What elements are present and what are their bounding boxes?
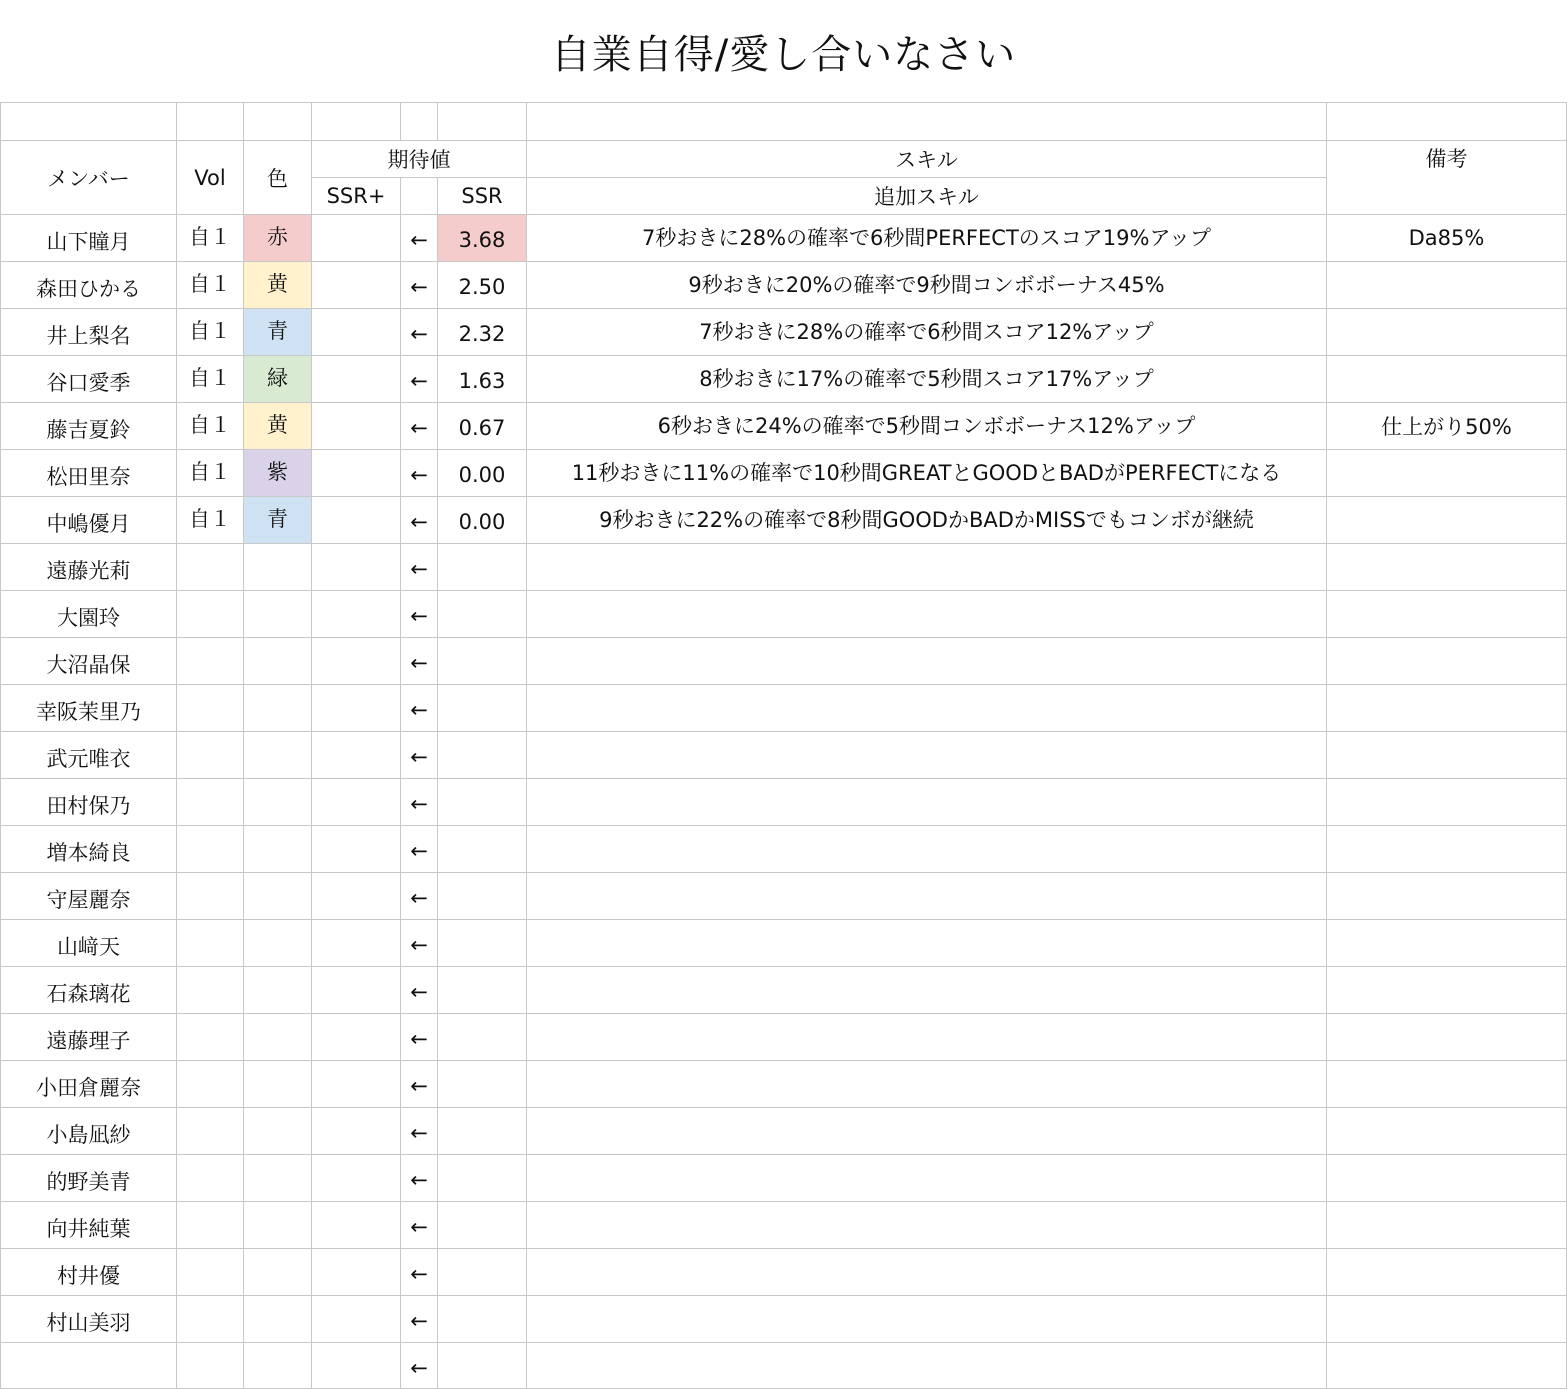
color-cell[interactable] [244, 826, 312, 873]
member-name-cell[interactable]: 守屋麗奈 [1, 873, 177, 920]
header-vol[interactable]: Vol [177, 141, 244, 215]
vol-cell[interactable] [177, 1249, 244, 1296]
note-cell[interactable] [1327, 826, 1567, 873]
ssr-plus-cell[interactable] [312, 1202, 401, 1249]
ssr-cell[interactable] [438, 873, 527, 920]
arrow-cell[interactable]: ← [401, 309, 438, 356]
table-row [1, 1108, 1567, 1155]
vol-cell[interactable] [177, 1202, 244, 1249]
vol-cell[interactable]: 自１ [177, 262, 244, 309]
vol-cell[interactable] [177, 873, 244, 920]
ssr-plus-cell[interactable] [312, 1249, 401, 1296]
skill-cell[interactable]: 7秒おきに28%の確率で6秒間スコア12%アップ [527, 309, 1327, 356]
data-table [0, 102, 1567, 1389]
member-name-cell[interactable]: 山﨑天 [1, 920, 177, 967]
header-ssr-plus[interactable]: SSR+ [312, 178, 401, 215]
vol-cell[interactable] [177, 1061, 244, 1108]
arrow-cell[interactable]: ← [401, 1343, 438, 1389]
ssr-cell[interactable] [438, 1202, 527, 1249]
color-cell[interactable] [244, 591, 312, 638]
table-row [1, 1155, 1567, 1202]
member-name-cell[interactable]: 幸阪茉里乃 [1, 685, 177, 732]
skill-cell[interactable] [527, 873, 1327, 920]
arrow-cell[interactable]: ← [401, 450, 438, 497]
ssr-plus-cell[interactable] [312, 967, 401, 1014]
color-cell[interactable] [244, 732, 312, 779]
vol-cell[interactable] [177, 1343, 244, 1389]
vol-cell[interactable]: 自１ [177, 215, 244, 262]
table-row [1, 1296, 1567, 1343]
ssr-plus-cell[interactable] [312, 826, 401, 873]
vol-cell[interactable]: 自１ [177, 309, 244, 356]
skill-cell[interactable]: 6秒おきに24%の確率で5秒間コンボボーナス12%アップ [527, 403, 1327, 450]
skill-cell[interactable] [527, 685, 1327, 732]
ssr-plus-cell[interactable] [312, 779, 401, 826]
cell[interactable] [401, 103, 438, 141]
arrow-cell[interactable]: ← [401, 685, 438, 732]
vol-cell[interactable]: 自１ [177, 497, 244, 544]
note-cell[interactable] [1327, 1343, 1567, 1389]
color-cell[interactable] [244, 779, 312, 826]
cell[interactable] [244, 103, 312, 141]
ssr-plus-cell[interactable] [312, 732, 401, 779]
ssr-plus-cell[interactable] [312, 1061, 401, 1108]
member-name-cell[interactable] [1, 1343, 177, 1389]
ssr-cell[interactable] [438, 1014, 527, 1061]
ssr-plus-cell[interactable] [312, 873, 401, 920]
ssr-plus-cell[interactable] [312, 497, 401, 544]
note-cell[interactable] [1327, 1108, 1567, 1155]
note-cell[interactable] [1327, 450, 1567, 497]
arrow-cell[interactable]: ← [401, 779, 438, 826]
skill-cell[interactable]: 9秒おきに22%の確率で8秒間GOODかBADかMISSでもコンボが継続 [527, 497, 1327, 544]
member-name-cell[interactable]: 武元唯衣 [1, 732, 177, 779]
member-name-cell[interactable]: 森田ひかる [1, 262, 177, 309]
ssr-cell[interactable] [438, 1155, 527, 1202]
arrow-cell[interactable]: ← [401, 638, 438, 685]
cell[interactable] [1327, 103, 1567, 141]
arrow-cell[interactable]: ← [401, 356, 438, 403]
table-row [1, 1014, 1567, 1061]
note-cell[interactable] [1327, 1249, 1567, 1296]
note-cell[interactable] [1327, 356, 1567, 403]
ssr-plus-cell[interactable] [312, 356, 401, 403]
note-cell[interactable] [1327, 591, 1567, 638]
color-cell[interactable] [244, 544, 312, 591]
skill-cell[interactable] [527, 638, 1327, 685]
ssr-plus-cell[interactable] [312, 215, 401, 262]
header-expected[interactable]: 期待値 [312, 141, 527, 178]
cell[interactable] [527, 103, 1327, 141]
skill-cell[interactable] [527, 1061, 1327, 1108]
member-name-cell[interactable]: 井上梨名 [1, 309, 177, 356]
color-cell[interactable] [244, 1296, 312, 1343]
member-name-cell[interactable]: 大園玲 [1, 591, 177, 638]
color-cell[interactable] [244, 1249, 312, 1296]
vol-cell[interactable] [177, 685, 244, 732]
note-cell[interactable] [1327, 685, 1567, 732]
ssr-plus-cell[interactable] [312, 685, 401, 732]
header-skill[interactable]: スキル [527, 141, 1327, 178]
skill-cell[interactable] [527, 732, 1327, 779]
ssr-cell[interactable]: 0.67 [438, 403, 527, 450]
member-name-cell[interactable]: 松田里奈 [1, 450, 177, 497]
ssr-plus-cell[interactable] [312, 1108, 401, 1155]
vol-cell[interactable] [177, 920, 244, 967]
ssr-cell[interactable] [438, 1343, 527, 1389]
vol-cell[interactable] [177, 1108, 244, 1155]
color-cell[interactable] [244, 685, 312, 732]
skill-cell[interactable] [527, 1249, 1327, 1296]
table-row [1, 920, 1567, 967]
member-name-cell[interactable]: 中嶋優月 [1, 497, 177, 544]
member-name-cell[interactable]: 遠藤理子 [1, 1014, 177, 1061]
ssr-cell[interactable] [438, 1296, 527, 1343]
ssr-plus-cell[interactable] [312, 920, 401, 967]
ssr-plus-cell[interactable] [312, 1155, 401, 1202]
ssr-cell[interactable] [438, 591, 527, 638]
skill-cell[interactable] [527, 591, 1327, 638]
ssr-cell[interactable] [438, 779, 527, 826]
skill-cell[interactable]: 7秒おきに28%の確率で6秒間PERFECTのスコア19%アップ [527, 215, 1327, 262]
color-cell[interactable]: 黄 [244, 403, 312, 450]
vol-cell[interactable] [177, 638, 244, 685]
member-name-cell[interactable]: 村井優 [1, 1249, 177, 1296]
skill-cell[interactable] [527, 1108, 1327, 1155]
note-cell[interactable] [1327, 1061, 1567, 1108]
arrow-cell[interactable]: ← [401, 215, 438, 262]
member-name-cell[interactable]: 向井純葉 [1, 1202, 177, 1249]
vol-cell[interactable] [177, 779, 244, 826]
table-row [1, 1249, 1567, 1296]
cell[interactable] [1, 103, 177, 141]
arrow-cell[interactable]: ← [401, 403, 438, 450]
skill-cell[interactable]: 9秒おきに20%の確率で9秒間コンボボーナス45% [527, 262, 1327, 309]
table-row [1, 1061, 1567, 1108]
ssr-cell[interactable] [438, 920, 527, 967]
member-name-cell[interactable]: 的野美青 [1, 1155, 177, 1202]
member-name-cell[interactable]: 村山美羽 [1, 1296, 177, 1343]
skill-cell[interactable] [527, 967, 1327, 1014]
ssr-cell[interactable] [438, 732, 527, 779]
table-row [1, 638, 1567, 685]
table-row [1, 1202, 1567, 1249]
color-cell[interactable] [244, 873, 312, 920]
table-row [1, 497, 1567, 544]
vol-cell[interactable]: 自１ [177, 403, 244, 450]
arrow-cell[interactable]: ← [401, 967, 438, 1014]
color-cell[interactable] [244, 1061, 312, 1108]
color-cell[interactable] [244, 967, 312, 1014]
table-row [1, 873, 1567, 920]
vol-cell[interactable] [177, 1014, 244, 1061]
arrow-cell[interactable]: ← [401, 826, 438, 873]
ssr-plus-cell[interactable] [312, 1343, 401, 1389]
color-cell[interactable]: 紫 [244, 450, 312, 497]
vol-cell[interactable] [177, 1296, 244, 1343]
table-row [1, 450, 1567, 497]
table-row [1, 544, 1567, 591]
vol-cell[interactable] [177, 826, 244, 873]
color-cell[interactable] [244, 1108, 312, 1155]
note-cell[interactable] [1327, 967, 1567, 1014]
arrow-cell[interactable]: ← [401, 262, 438, 309]
skill-cell[interactable] [527, 1296, 1327, 1343]
vol-cell[interactable] [177, 544, 244, 591]
arrow-cell[interactable]: ← [401, 544, 438, 591]
header-ssr[interactable]: SSR [438, 178, 527, 215]
note-cell[interactable] [1327, 544, 1567, 591]
ssr-cell[interactable] [438, 967, 527, 1014]
skill-cell[interactable] [527, 1014, 1327, 1061]
member-name-cell[interactable]: 山下瞳月 [1, 215, 177, 262]
table-row [1, 1343, 1567, 1389]
arrow-cell[interactable]: ← [401, 732, 438, 779]
note-cell[interactable] [1327, 1202, 1567, 1249]
ssr-plus-cell[interactable] [312, 450, 401, 497]
table-row [1, 215, 1567, 262]
ssr-cell[interactable]: 2.32 [438, 309, 527, 356]
note-cell[interactable] [1327, 309, 1567, 356]
ssr-cell[interactable] [438, 826, 527, 873]
color-cell[interactable]: 緑 [244, 356, 312, 403]
header-note[interactable]: 備考 [1327, 141, 1567, 215]
member-name-cell[interactable]: 小島凪紗 [1, 1108, 177, 1155]
color-cell[interactable]: 黄 [244, 262, 312, 309]
ssr-cell[interactable]: 0.00 [438, 450, 527, 497]
ssr-plus-cell[interactable] [312, 1296, 401, 1343]
cell[interactable] [312, 103, 401, 141]
skill-cell[interactable] [527, 779, 1327, 826]
header-additional-skill[interactable]: 追加スキル [527, 178, 1327, 215]
ssr-cell[interactable] [438, 1061, 527, 1108]
arrow-cell[interactable]: ← [401, 591, 438, 638]
skill-cell[interactable] [527, 1155, 1327, 1202]
note-cell[interactable] [1327, 732, 1567, 779]
ssr-cell[interactable] [438, 544, 527, 591]
vol-cell[interactable]: 自１ [177, 356, 244, 403]
ssr-cell[interactable] [438, 1249, 527, 1296]
color-cell[interactable]: 赤 [244, 215, 312, 262]
skill-cell[interactable] [527, 920, 1327, 967]
ssr-cell[interactable]: 3.68 [438, 215, 527, 262]
note-cell[interactable]: Da85% [1327, 215, 1567, 262]
skill-cell[interactable]: 8秒おきに17%の確率で5秒間スコア17%アップ [527, 356, 1327, 403]
header-member[interactable]: メンバー [1, 141, 177, 215]
arrow-cell[interactable]: ← [401, 1155, 438, 1202]
ssr-cell[interactable]: 0.00 [438, 497, 527, 544]
member-name-cell[interactable]: 石森璃花 [1, 967, 177, 1014]
blank-row [1, 103, 1567, 141]
vol-cell[interactable]: 自１ [177, 450, 244, 497]
skill-cell[interactable]: 11秒おきに11%の確率で10秒間GREATとGOODとBADがPERFECTになる [527, 450, 1327, 497]
table-row [1, 309, 1567, 356]
ssr-plus-cell[interactable] [312, 309, 401, 356]
color-cell[interactable] [244, 1155, 312, 1202]
ssr-cell[interactable] [438, 638, 527, 685]
member-name-cell[interactable]: 遠藤光莉 [1, 544, 177, 591]
arrow-cell[interactable]: ← [401, 1202, 438, 1249]
arrow-cell[interactable]: ← [401, 497, 438, 544]
color-cell[interactable] [244, 1343, 312, 1389]
note-cell[interactable] [1327, 920, 1567, 967]
note-cell[interactable] [1327, 1296, 1567, 1343]
color-cell[interactable]: 青 [244, 497, 312, 544]
arrow-cell[interactable]: ← [401, 1296, 438, 1343]
vol-cell[interactable] [177, 967, 244, 1014]
cell[interactable] [438, 103, 527, 141]
ssr-plus-cell[interactable] [312, 1014, 401, 1061]
ssr-plus-cell[interactable] [312, 591, 401, 638]
arrow-cell[interactable]: ← [401, 920, 438, 967]
color-cell[interactable]: 青 [244, 309, 312, 356]
table-row [1, 826, 1567, 873]
member-name-cell[interactable]: 大沼晶保 [1, 638, 177, 685]
table-row [1, 732, 1567, 779]
skill-cell[interactable] [527, 1343, 1327, 1389]
color-cell[interactable] [244, 920, 312, 967]
skill-cell[interactable] [527, 826, 1327, 873]
table-row [1, 967, 1567, 1014]
arrow-cell[interactable]: ← [401, 1061, 438, 1108]
vol-cell[interactable] [177, 591, 244, 638]
note-cell[interactable]: 仕上がり50% [1327, 403, 1567, 450]
color-cell[interactable] [244, 638, 312, 685]
vol-cell[interactable] [177, 1155, 244, 1202]
member-name-cell[interactable]: 谷口愛季 [1, 356, 177, 403]
member-name-cell[interactable]: 増本綺良 [1, 826, 177, 873]
color-cell[interactable] [244, 1014, 312, 1061]
note-cell[interactable] [1327, 1155, 1567, 1202]
sheet-title[interactable]: 自業自得/愛し合いなさい [550, 31, 1017, 78]
cell[interactable] [177, 103, 244, 141]
ssr-plus-cell[interactable] [312, 638, 401, 685]
ssr-cell[interactable]: 2.50 [438, 262, 527, 309]
note-cell[interactable] [1327, 497, 1567, 544]
skill-cell[interactable] [527, 544, 1327, 591]
color-cell[interactable] [244, 1202, 312, 1249]
skill-cell[interactable] [527, 1202, 1327, 1249]
member-name-cell[interactable]: 藤吉夏鈴 [1, 403, 177, 450]
arrow-cell[interactable]: ← [401, 1014, 438, 1061]
ssr-cell[interactable] [438, 685, 527, 732]
ssr-plus-cell[interactable] [312, 544, 401, 591]
ssr-cell[interactable] [438, 1108, 527, 1155]
note-cell[interactable] [1327, 638, 1567, 685]
note-cell[interactable] [1327, 873, 1567, 920]
header-arrow-spacer[interactable] [401, 178, 438, 215]
ssr-plus-cell[interactable] [312, 403, 401, 450]
table-row [1, 262, 1567, 309]
ssr-cell[interactable]: 1.63 [438, 356, 527, 403]
member-name-cell[interactable]: 田村保乃 [1, 779, 177, 826]
table-row [1, 685, 1567, 732]
note-cell[interactable] [1327, 262, 1567, 309]
ssr-plus-cell[interactable] [312, 262, 401, 309]
note-cell[interactable] [1327, 1014, 1567, 1061]
arrow-cell[interactable]: ← [401, 873, 438, 920]
member-name-cell[interactable]: 小田倉麗奈 [1, 1061, 177, 1108]
table-row [1, 403, 1567, 450]
header-row-1 [1, 141, 1567, 178]
vol-cell[interactable] [177, 732, 244, 779]
arrow-cell[interactable]: ← [401, 1108, 438, 1155]
table-row [1, 591, 1567, 638]
arrow-cell[interactable]: ← [401, 1249, 438, 1296]
header-color[interactable]: 色 [244, 141, 312, 215]
table-row [1, 356, 1567, 403]
table-row [1, 779, 1567, 826]
note-cell[interactable] [1327, 779, 1567, 826]
